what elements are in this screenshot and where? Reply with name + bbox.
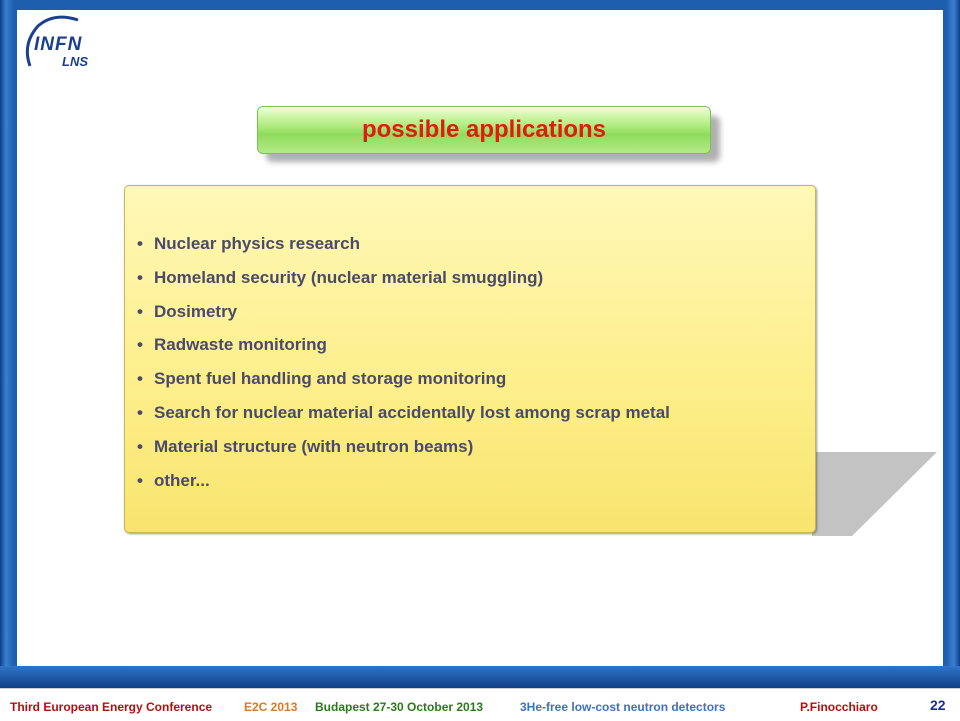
bullet-icon: •: [137, 470, 143, 490]
application-label: Material structure (with neutron beams): [154, 436, 474, 456]
application-label: Search for nuclear material accidentally lost among scrap metal: [154, 402, 670, 422]
applications-list: [137, 234, 670, 504]
frame-bottom-band: [0, 666, 960, 688]
logo-lns-text: LNS: [62, 54, 88, 69]
application-item: [137, 471, 670, 505]
footer-bar: [0, 688, 960, 721]
application-item: [137, 302, 670, 336]
page-number: 22: [930, 697, 946, 713]
bullet-icon: •: [137, 234, 143, 253]
application-item: [137, 335, 670, 369]
infn-lns-logo: [20, 14, 100, 74]
application-item: [137, 369, 670, 403]
footer-talk-title: 3He-free low-cost neutron detectors: [520, 700, 726, 714]
application-item: [137, 437, 670, 471]
bullet-icon: •: [137, 335, 143, 355]
title-banner: [257, 106, 711, 154]
slide-title: possible applications: [361, 116, 607, 143]
application-label: other...: [154, 470, 210, 490]
application-label: Spent fuel handling and storage monitoring: [154, 369, 507, 389]
logo-infn-text: INFN: [34, 34, 83, 55]
application-item: [137, 268, 670, 302]
bullet-icon: •: [137, 267, 143, 287]
footer-event: E2C 2013: [244, 700, 298, 714]
bullet-icon: •: [137, 369, 143, 389]
application-item: [137, 403, 670, 437]
applications-box: [124, 185, 816, 533]
footer-conference: Third European Energy Conference: [10, 700, 213, 714]
application-label: Radwaste monitoring: [154, 335, 327, 355]
footer-author: P.Finocchiaro: [800, 700, 878, 714]
application-item: [137, 234, 670, 268]
application-label: Dosimetry: [154, 301, 238, 321]
bullet-icon: •: [137, 402, 143, 422]
bullet-icon: •: [137, 301, 143, 321]
bullet-icon: •: [137, 436, 143, 456]
application-label: Nuclear physics research: [154, 234, 361, 253]
footer-location: Budapest 27-30 October 2013: [315, 700, 484, 714]
application-label: Homeland security (nuclear material smuggling): [154, 267, 544, 287]
